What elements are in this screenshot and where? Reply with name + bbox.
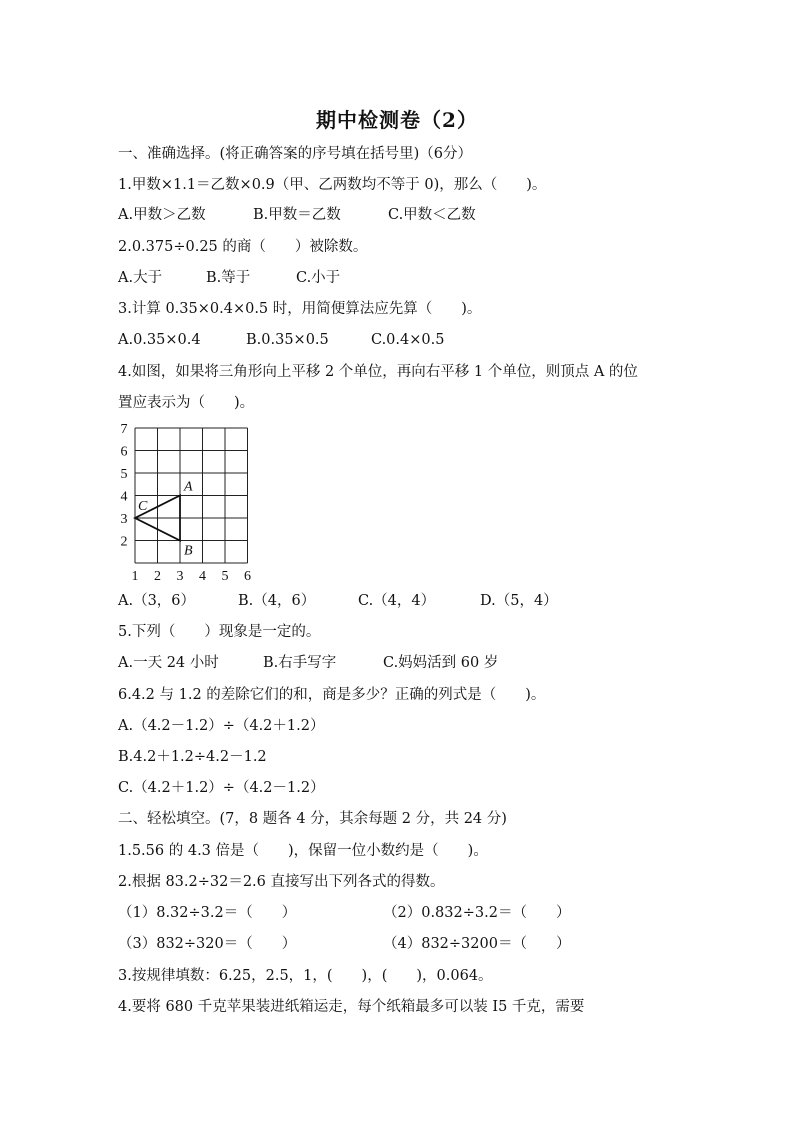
s2-q2-item3[interactable]: （3）832÷320＝（ ） (118, 936, 297, 952)
x-tick-label: 4 (199, 569, 206, 580)
y-tick-label: 5 (120, 467, 128, 482)
x-tick-label: 5 (221, 569, 229, 580)
s2-q1: 1.5.56 的 4.3 倍是（ )，保留一位小数约是（ )。 (118, 843, 488, 859)
section1-heading: 一、准确选择。(将正确答案的序号填在括号里)（6分） (118, 146, 473, 162)
q6-option-b[interactable]: B.4.2＋1.2÷4.2－1.2 (118, 749, 267, 765)
coordinate-grid-figure (118, 420, 263, 580)
q4-stem-line2: 置应表示为（ )。 (118, 395, 255, 411)
q5-stem: 5.下列（ ）现象是一定的。 (118, 624, 321, 640)
q2-option-c[interactable]: C.小于 (296, 270, 341, 286)
vertex-label-b: B (184, 543, 193, 559)
y-tick-label: 2 (120, 534, 128, 550)
s2-q2-item2[interactable]: （2）0.832÷3.2＝（ ） (383, 905, 571, 921)
q1-option-b[interactable]: B.甲数＝乙数 (253, 207, 341, 223)
s2-q2-row1 (118, 903, 296, 923)
q4-option-d[interactable]: D.（5，4） (480, 593, 558, 609)
q3-stem: 3.计算 0.35×0.4×0.5 时，用简便算法应先算（ )。 (118, 301, 482, 317)
q6-option-a[interactable]: A.（4.2－1.2）÷（4.2＋1.2） (118, 718, 325, 734)
q4-stem-line1: 4.如图，如果将三角形向上平移 2 个单位，再向右平移 1 个单位，则顶点 A 的位 (118, 364, 638, 380)
vertex-label-a: A (184, 479, 193, 495)
q2-option-a[interactable]: A.大于 (118, 270, 163, 286)
s2-q2-item4[interactable]: （4）832÷3200＝（ ） (383, 936, 571, 952)
q2-stem: 2.0.375÷0.25 的商（ ）被除数。 (118, 239, 368, 255)
page-title: 期中检测卷（2） (316, 108, 478, 132)
q5-options (118, 653, 498, 673)
y-tick-label: 4 (120, 489, 128, 505)
x-tick-label: 3 (176, 569, 184, 580)
q1-options (118, 205, 476, 225)
q1-option-c[interactable]: C.甲数＜乙数 (388, 207, 476, 223)
s2-q4: 4.要将 680 千克苹果装进纸箱运走，每个纸箱最多可以装 I5 千克，需要 (118, 999, 585, 1015)
q4-options (118, 591, 558, 611)
q4-option-c[interactable]: C.（4，4） (358, 593, 436, 609)
q6-stem: 6.4.2 与 1.2 的差除它们的和，商是多少？正确的列式是（ )。 (118, 687, 546, 703)
q3-option-c[interactable]: C.0.4×0.5 (371, 332, 445, 348)
q4-option-a[interactable]: A.（3，6） (118, 593, 196, 609)
q2-options (118, 268, 340, 288)
q5-option-c[interactable]: C.妈妈活到 60 岁 (383, 655, 499, 671)
section2-heading: 二、轻松填空。(7，8 题各 4 分，其余每题 2 分，共 24 分) (118, 811, 507, 827)
x-tick-label: 1 (131, 569, 139, 580)
vertex-label-c: C (138, 499, 148, 514)
x-tick-label: 6 (244, 569, 251, 580)
q3-options (118, 330, 444, 350)
y-tick-label: 7 (120, 422, 128, 437)
q1-option-a[interactable]: A.甲数＞乙数 (118, 207, 206, 223)
y-tick-label: 6 (120, 444, 128, 460)
q3-option-a[interactable]: A.0.35×0.4 (118, 332, 201, 348)
s2-q3: 3.按规律填数：6.25，2.5，1，( )，( )，0.064。 (118, 968, 493, 984)
q2-option-b[interactable]: B.等于 (206, 270, 251, 286)
q3-option-b[interactable]: B.0.35×0.5 (246, 332, 329, 348)
q5-option-b[interactable]: B.右手写字 (263, 655, 337, 671)
s2-q2-item1[interactable]: （1）8.32÷3.2＝（ ） (118, 905, 297, 921)
q4-option-b[interactable]: B.（4，6） (238, 593, 316, 609)
s2-q2-row2 (118, 934, 296, 954)
s2-q2-stem: 2.根据 83.2÷32＝2.6 直接写出下列各式的得数。 (118, 874, 445, 890)
q1-stem: 1.甲数×1.1＝乙数×0.9（甲、乙两数均不等于 0)，那么（ )。 (118, 177, 547, 193)
y-tick-label: 3 (120, 512, 128, 527)
q6-option-c[interactable]: C.（4.2＋1.2）÷（4.2－1.2） (118, 780, 325, 796)
x-tick-label: 2 (154, 569, 161, 580)
q5-option-a[interactable]: A.一天 24 小时 (118, 655, 219, 671)
